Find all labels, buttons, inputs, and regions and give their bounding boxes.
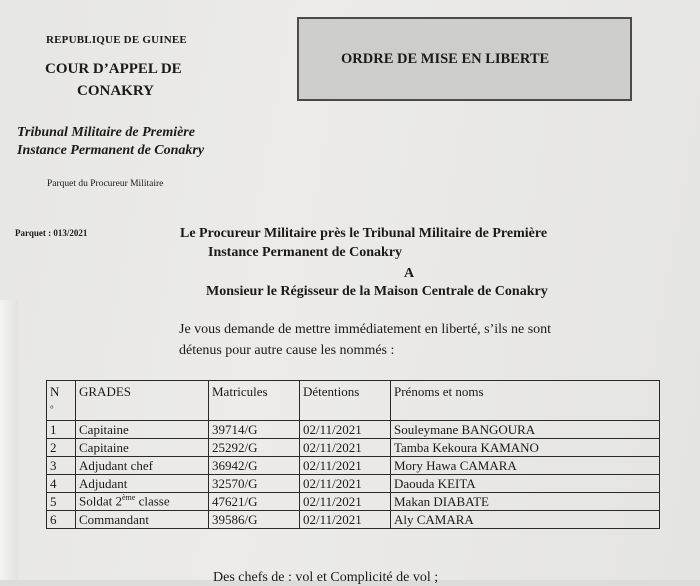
row-matricule: 36942/G: [209, 457, 300, 475]
row-detention: 02/11/2021: [300, 475, 391, 493]
row-name: Tamba Kekoura KAMANO: [391, 439, 660, 457]
row-matricule: 47621/G: [209, 493, 300, 511]
charges-line-partial: Des chefs de : vol et Complicité de vol ;: [213, 570, 439, 585]
recipient-line: Monsieur le Régisseur de la Maison Centrale de Conakry: [206, 284, 548, 299]
sender-line1: Le Procureur Militaire près le Tribunal Militaire de Première: [180, 226, 548, 241]
table-row: [47, 421, 660, 439]
row-number: 2: [47, 439, 76, 457]
row-grade: Capitaine: [76, 439, 209, 457]
row-grade: Capitaine: [76, 421, 209, 439]
header-number: N °: [47, 381, 76, 421]
header-detentions: Détentions: [300, 381, 391, 421]
row-name: Mory Hawa CAMARA: [391, 457, 660, 475]
table-row: [47, 493, 660, 511]
table-row: [47, 457, 660, 475]
document-title: ORDRE DE MISE EN LIBERTE: [341, 51, 550, 67]
address-to: A: [404, 266, 415, 281]
row-detention: 02/11/2021: [300, 457, 391, 475]
table-row: [47, 511, 660, 529]
row-number: 4: [47, 475, 76, 493]
row-detention: 02/11/2021: [300, 439, 391, 457]
row-name: Aly CAMARA: [391, 511, 660, 529]
body-line2: détenus pour autre cause les nommés :: [179, 343, 395, 358]
parquet-reference: Parquet : 013/2021: [15, 228, 88, 238]
row-grade: Adjudant chef: [76, 457, 209, 475]
table-row: [47, 439, 660, 457]
row-number: 1: [47, 421, 76, 439]
header-matricules: Matricules: [209, 381, 300, 421]
row-matricule: 25292/G: [209, 439, 300, 457]
row-name: Makan DIABATE: [391, 493, 660, 511]
row-number: 5: [47, 493, 76, 511]
header-grades: GRADES: [76, 381, 209, 421]
row-detention: 02/11/2021: [300, 493, 391, 511]
table-header-row: [47, 381, 660, 421]
header-names: Prénoms et noms: [391, 381, 660, 421]
row-detention: 02/11/2021: [300, 511, 391, 529]
row-number: 6: [47, 511, 76, 529]
row-name: Daouda KEITA: [391, 475, 660, 493]
sender-line2: Instance Permanent de Conakry: [208, 245, 403, 260]
row-matricule: 39586/G: [209, 511, 300, 529]
table-row: [47, 475, 660, 493]
row-matricule: 32570/G: [209, 475, 300, 493]
court-name-line1: COUR D’APPEL DE: [45, 61, 182, 77]
paper-edge: [0, 300, 18, 580]
row-grade: Soldat 2ème classe: [76, 493, 209, 511]
body-line1: Je vous demande de mettre immédiatement en liberté, s’ils ne sont: [179, 322, 552, 337]
title-box: [297, 17, 632, 101]
tribunal-line2: Instance Permanent de Conakry: [17, 143, 205, 158]
row-grade: Commandant: [76, 511, 209, 529]
republic-label: REPUBLIQUE DE GUINEE: [46, 34, 187, 46]
parquet-office: Parquet du Procureur Militaire: [47, 179, 164, 189]
row-number: 3: [47, 457, 76, 475]
row-name: Souleymane BANGOURA: [391, 421, 660, 439]
court-name-line2: CONAKRY: [77, 83, 154, 99]
detainees-table: [46, 380, 660, 529]
row-grade: Adjudant: [76, 475, 209, 493]
tribunal-line1: Tribunal Militaire de Première: [17, 125, 195, 140]
row-detention: 02/11/2021: [300, 421, 391, 439]
row-matricule: 39714/G: [209, 421, 300, 439]
